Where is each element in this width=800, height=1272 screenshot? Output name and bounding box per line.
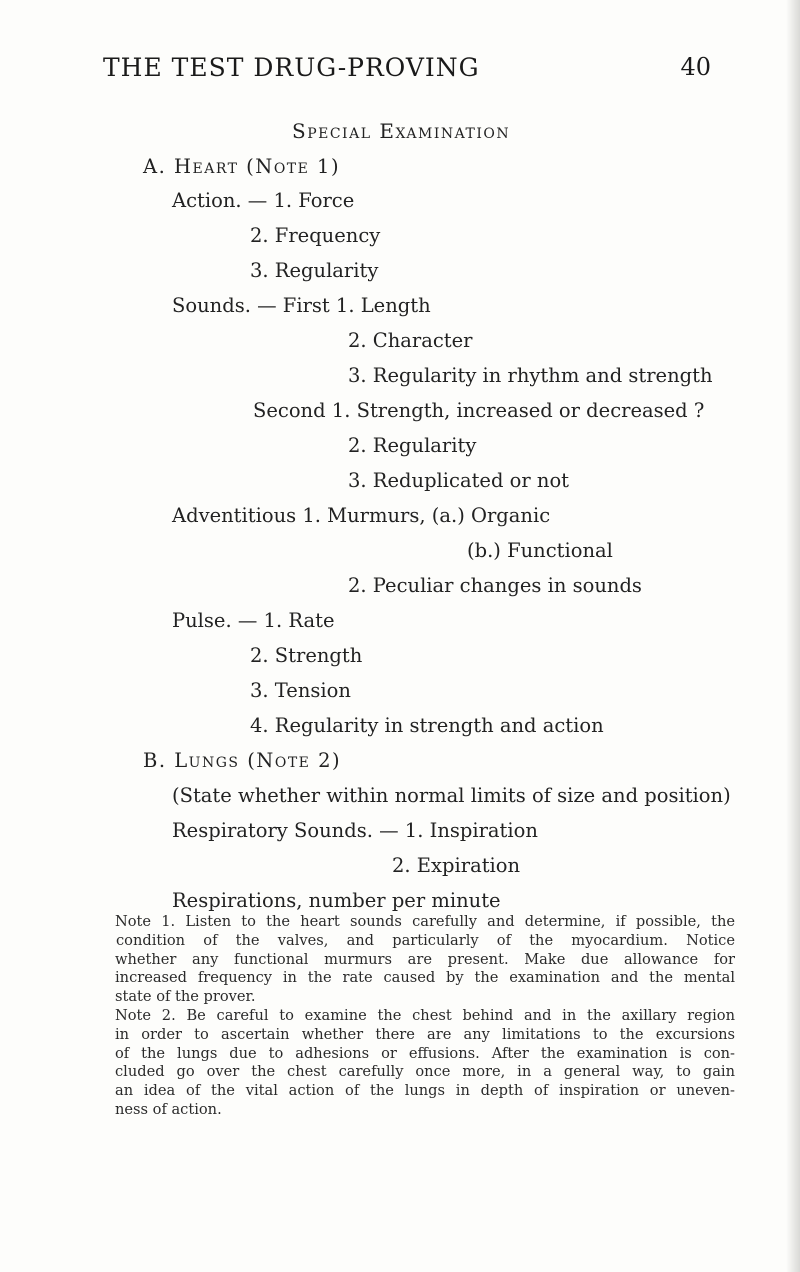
respiratory-item-1: Respiratory Sounds. — 1. Inspiration — [172, 819, 538, 842]
action-item-3: 3. Regularity — [250, 259, 379, 282]
sounds-second-item-2: 2. Regularity — [348, 434, 477, 457]
footnote-line: an idea of the vital action of the lungs in depth of inspiration or uneven- — [115, 1082, 735, 1100]
sounds-first-item-3: 3. Regularity in rhythm and strength — [348, 364, 713, 387]
footnotes — [115, 913, 735, 1120]
running-title: THE TEST DRUG-PROVING — [103, 53, 480, 82]
footnote-line: state of the prover. — [115, 988, 256, 1006]
footnote-line: ness of action. — [115, 1100, 222, 1118]
footnote-line: increased frequency in the rate caused by the examination and the mental — [115, 969, 735, 987]
action-item-1: Action. — 1. Force — [172, 189, 355, 212]
heading-heart: A. Heart (Note 1) — [143, 155, 341, 178]
lungs-state-note: (State whether within normal limits of size and position) — [172, 784, 731, 807]
footnote-line: Note 2. Be careful to examine the chest behind and in the axillary region — [115, 1006, 735, 1024]
sounds-second-item-3: 3. Reduplicated or not — [348, 469, 570, 492]
footnote-line: Note 1. Listen to the heart sounds carefully and determine, if possible, the — [115, 913, 735, 930]
pulse-item-1: Pulse. — 1. Rate — [172, 609, 335, 632]
page-header — [103, 53, 711, 87]
sounds-first-item-1: Sounds. — First 1. Length — [172, 294, 431, 317]
adventitious-item-1: Adventitious 1. Murmurs, (a.) Organic — [172, 504, 551, 527]
respiratory-item-2: 2. Expiration — [392, 854, 521, 877]
page-edge-shadow — [786, 0, 800, 1272]
footnote-line: of the lungs due to adhesions or effusions. After the examination is con- — [115, 1044, 735, 1062]
sounds-first-item-2: 2. Character — [348, 329, 473, 352]
footnote-line: whether any functional murmurs are present. Make due allowance for — [115, 950, 735, 968]
pulse-item-2: 2. Strength — [250, 644, 363, 667]
section-title: Special Examination — [292, 119, 511, 143]
adventitious-item-1b: (b.) Functional — [467, 539, 613, 562]
sounds-second-item-1: Second 1. Strength, increased or decreased ? — [253, 399, 705, 422]
footnote-line: in order to ascertain whether there are any limitations to the excursions — [115, 1025, 735, 1043]
adventitious-item-2: 2. Peculiar changes in sounds — [348, 574, 642, 597]
pulse-item-4: 4. Regularity in strength and action — [250, 714, 604, 737]
respirations-line: Respirations, number per minute — [172, 889, 501, 912]
footnote-line: condition of the valves, and particularly of the myocardium. Notice — [116, 931, 735, 949]
page-number: 40 — [680, 53, 711, 81]
pulse-item-3: 3. Tension — [250, 679, 351, 702]
heading-lungs: B. Lungs (Note 2) — [143, 749, 342, 772]
action-item-2: 2. Frequency — [250, 224, 381, 247]
footnote-line: cluded go over the chest carefully once more, in a general way, to gain — [115, 1063, 735, 1081]
